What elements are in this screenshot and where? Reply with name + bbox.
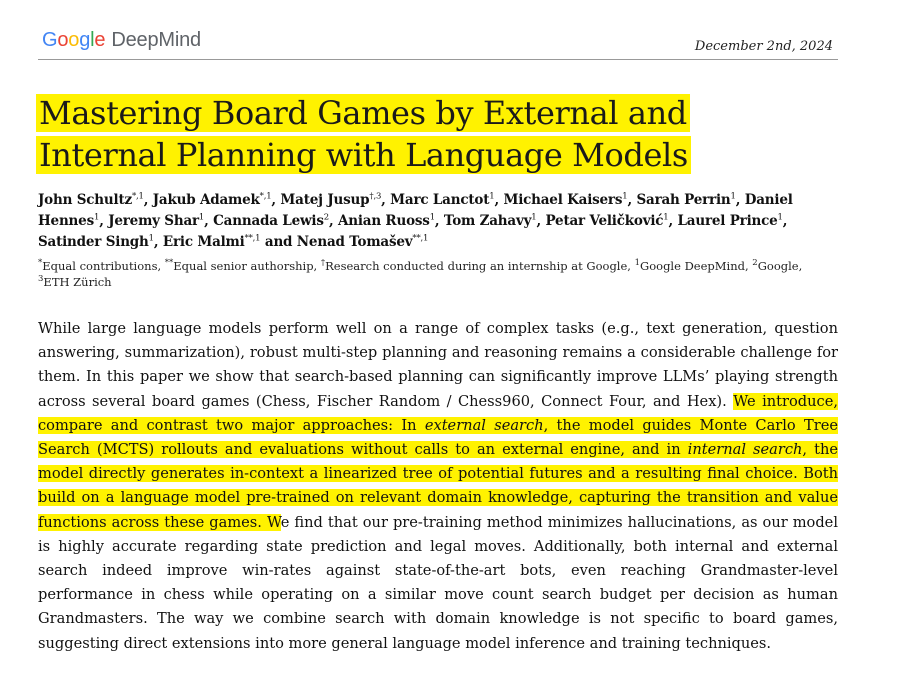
author-name: Tom Zahavy <box>443 213 532 229</box>
logo-deepmind-text: DeepMind <box>111 29 201 51</box>
author-affiliation-mark: 2 <box>323 212 329 223</box>
publication-date: December 2nd, 2024 <box>694 39 833 54</box>
affil-mark-equal: * <box>38 258 43 269</box>
author-name: Cannada Lewis <box>213 213 324 229</box>
author-affiliation-mark: *,1 <box>259 191 272 202</box>
author-affiliation-mark: 1 <box>148 233 154 244</box>
abstract <box>38 317 838 656</box>
author-name: Marc Lanctot <box>390 192 490 208</box>
author-affiliation-mark: **,1 <box>244 233 261 244</box>
author-name: Matej Jusup <box>280 192 370 208</box>
author-name: John Schultz <box>38 192 132 208</box>
author-name: Laurel Prince <box>677 213 778 229</box>
abstract-part-2: e find that our pre-training method minimizes hallucinations, as our model is highly accurate regarding state prediction and legal moves. Additionally, both internal and external search indeed improve win-rates against state-of-the-art bots, even reaching Grandmaster-level performance in chess while operating on a similar move count search budget per decision as human Grandmasters. The way we combine search with domain knowledge is not specific to board games, suggesting direct extensions into more general language model inference and training techniques. <box>38 513 838 652</box>
affil-mark-1: 1 <box>634 258 641 269</box>
author-name: Sarah Perrin <box>636 192 731 208</box>
author-affiliation-mark: 1 <box>663 212 669 223</box>
author-affiliation-mark: 1 <box>198 212 205 223</box>
author-name: Nenad Tomašev <box>296 234 413 250</box>
abstract-highlight-3: , the model directly generates in-context a linearized tree of potential futures and a resulting final choice. Both build on a language model pre-trained on relevant domain knowledge, capturing the transition and value functions across these games. W <box>38 441 839 531</box>
google-deepmind-logo <box>42 29 201 52</box>
abstract-highlight-2: , the model guides Monte Carlo Tree Search (MCTS) rollouts and evaluations without calls to an external engine, and in <box>38 416 838 459</box>
logo-google-text: Google <box>42 29 106 51</box>
affil-text-intern: Research conducted during an internship at Google, <box>325 259 635 273</box>
affil-text-equal: Equal contributions, <box>42 259 165 273</box>
abstract-part-1: While large language models perform well on a range of complex tasks (e.g., text generation, question answering, summarization), robust multi-step planning and reasoning remains a considerable challenge for them. In this paper we show that search-based planning can significantly improve LLMs’ playing strength across several board games (Chess, Fischer Random / Chess960, Connect Four, and Hex). <box>38 320 838 410</box>
author-name: Daniel Hennes <box>38 192 793 229</box>
affil-mark-2: 2 <box>752 258 758 269</box>
author-name: Jeremy Shar <box>108 213 199 229</box>
author-name: Michael Kaisers <box>503 192 623 208</box>
affil-mark-intern: † <box>320 258 326 269</box>
paper-title <box>36 92 856 176</box>
author-affiliation-mark: †,3 <box>369 191 382 202</box>
affil-text-deepmind: Google DeepMind, <box>640 259 753 273</box>
author-list: John Schultz$^{*,1}$, Jakub Adamek$^{*,1}$, Matej Jusup$^{\dagger,3}$, Marc Lanctot$^1$, Michael Kaisers$^1$, Sarah Perrin$^1$, Daniel Hennes$^1$, Jeremy Shar$^1$, Cannada Lewis$^2$, Anian Ruoss$^1$, Tom Zahavy$^1$, Petar Veličković$^1$, Laurel Prince$^1$, Satinder Singh$^1$, Eric Malmi$^{**,1}$ and Nenad Tomašev$^{**,1}$ <box>38 191 793 250</box>
author-affiliation-mark: 1 <box>622 191 628 202</box>
affiliations <box>38 258 838 290</box>
author-affiliation-mark: 1 <box>730 191 736 202</box>
title-line-2: Internal Planning with Language Models <box>36 136 691 174</box>
author-joiner: and <box>264 234 293 250</box>
author-affiliation-mark: *,1 <box>131 191 144 202</box>
affil-mark-senior: ** <box>164 258 174 269</box>
title-line-1: Mastering Board Games by External and <box>36 94 690 132</box>
affil-text-senior: Equal senior authorship, <box>173 259 321 273</box>
affil-text-google: Google, <box>757 259 803 273</box>
author-affiliation-mark: 1 <box>777 212 783 223</box>
author-affiliation-mark: 1 <box>489 191 495 202</box>
author-name: Satinder Singh <box>38 234 149 250</box>
author-name: Jakub Adamek <box>152 192 260 208</box>
author-name: Eric Malmi <box>162 234 245 250</box>
author-affiliation-mark: 1 <box>93 212 100 223</box>
author-affiliation-mark: **,1 <box>412 233 429 244</box>
header-divider <box>38 59 838 60</box>
author-name: Anian Ruoss <box>337 213 430 229</box>
author-name: Petar Veličković <box>545 213 664 229</box>
author-affiliation-mark: 1 <box>429 212 435 223</box>
abstract-emphasis-external: external search <box>424 416 544 434</box>
author-affiliation-mark: 1 <box>531 212 537 223</box>
abstract-highlight-1: We introduce, compare and contrast two major approaches: In <box>38 392 838 434</box>
affil-text-eth: ETH Zürich <box>43 275 112 289</box>
affil-mark-3: 3 <box>38 274 44 285</box>
abstract-emphasis-internal: internal search <box>687 441 803 459</box>
